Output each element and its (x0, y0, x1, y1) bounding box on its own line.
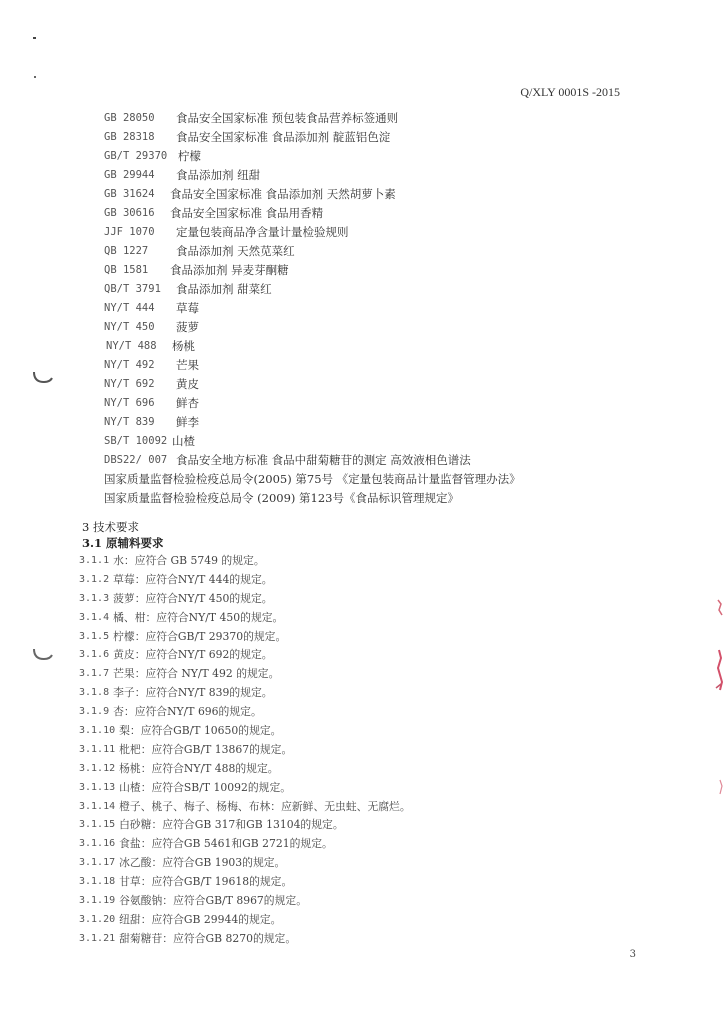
item-number: 3.1.19 (79, 895, 116, 907)
reference-row (104, 394, 684, 413)
reference-row (104, 147, 684, 166)
item-text: 甘草：应符合GB/T 19618的规定。 (119, 875, 293, 889)
reference-title: 食品添加剂 纽甜 (176, 168, 261, 182)
item-text: 白砂糖：应符合GB 317和GB 13104的规定。 (119, 818, 344, 832)
item-number: 3.1.13 (79, 781, 116, 793)
item-number: 3.1.3 (79, 592, 110, 604)
reference-row (104, 432, 684, 451)
item-number: 3.1.5 (79, 630, 110, 642)
reference-code: JJF 1070 (104, 226, 155, 238)
requirement-item (79, 552, 679, 571)
item-text: 草莓：应符合NY/T 444的规定。 (113, 572, 273, 586)
reference-code: SB/T 10092 (104, 435, 168, 447)
item-number: 3.1.7 (79, 668, 110, 680)
reference-row (104, 356, 684, 375)
raw-material-requirements-list (79, 552, 679, 949)
requirement-item (79, 779, 679, 798)
item-number: 3.1.6 (79, 649, 110, 661)
requirement-item (79, 703, 679, 722)
reference-row (104, 337, 684, 356)
reference-code: GB/T 29370 (104, 150, 168, 162)
requirement-item (79, 571, 679, 590)
requirement-item (79, 665, 679, 684)
reference-title: 芒果 (176, 358, 199, 372)
requirement-item (79, 590, 679, 609)
reference-title: 杨桃 (172, 339, 195, 353)
item-number: 3.1.11 (79, 743, 116, 755)
reference-row (104, 128, 684, 147)
reference-row (104, 109, 684, 128)
reference-row (104, 166, 684, 185)
reference-row (104, 261, 684, 280)
item-text: 甜菊糖苷：应符合GB 8270的规定。 (119, 931, 297, 945)
reference-title: 食品安全地方标准 食品中甜菊糖苷的测定 高效液相色谱法 (176, 453, 471, 467)
item-text: 水：应符合 GB 5749 的规定。 (113, 554, 265, 567)
reference-code: QB 1581 (104, 264, 149, 276)
reference-code: NY/T 450 (104, 321, 155, 333)
section-heading: 3 技术要求 (82, 520, 139, 534)
requirement-item (79, 628, 679, 647)
reference-title: 菠萝 (176, 320, 199, 334)
reference-row (104, 185, 684, 204)
item-text: 芒果：应符合 NY/T 492 的规定。 (113, 667, 280, 681)
reference-title: 鲜杏 (176, 396, 199, 410)
reference-code: NY/T 488 (106, 340, 157, 352)
item-number: 3.1.15 (79, 819, 116, 831)
reference-title: 食品添加剂 甜菜红 (176, 282, 272, 296)
page-number: 3 (629, 949, 636, 960)
reference-code: NY/T 492 (104, 359, 155, 371)
item-text: 黄皮：应符合NY/T 692的规定。 (113, 648, 273, 662)
item-text: 纽甜：应符合GB 29944的规定。 (119, 912, 282, 926)
item-number: 3.1.10 (79, 725, 116, 737)
item-text: 冰乙酸：应符合GB 1903的规定。 (119, 856, 286, 870)
reference-code: GB 30616 (104, 207, 155, 219)
regulation-title: 国家质量监督检验检疫总局令 (2009) 第123号《食品标识管理规定》 (104, 491, 459, 505)
reference-title: 食品安全国家标准 食品添加剂 靛蓝铝色淀 (176, 130, 391, 144)
reference-row (104, 242, 684, 261)
item-text: 食盐：应符合GB 5461和GB 2721的规定。 (119, 837, 333, 851)
item-number: 3.1.2 (79, 573, 110, 585)
regulation-row (104, 470, 684, 489)
item-number: 3.1.20 (79, 913, 116, 925)
requirement-item (79, 609, 679, 628)
item-number: 3.1.14 (79, 800, 116, 812)
item-number: 3.1.4 (79, 611, 110, 623)
reference-code: GB 29944 (104, 169, 155, 181)
item-text: 橘、柑：应符合NY/T 450的规定。 (113, 610, 284, 624)
item-number: 3.1.21 (79, 932, 116, 944)
item-number: 3.1.8 (79, 687, 110, 699)
requirement-item (79, 741, 679, 760)
reference-code: NY/T 692 (104, 378, 155, 390)
reference-code: DBS22/ 007 (104, 454, 168, 466)
regulation-title: 国家质量监督检验检疫总局令(2005) 第75号 《定量包装商品计量监督管理办法》 (104, 472, 521, 486)
reference-title: 食品安全国家标准 预包装食品营养标签通则 (176, 111, 399, 125)
reference-title: 食品添加剂 异麦芽酮糖 (170, 263, 289, 277)
binding-hole-mark-2 (30, 643, 54, 665)
requirement-item (79, 798, 679, 817)
reference-title: 食品安全国家标准 食品用香精 (170, 206, 324, 220)
item-text: 李子：应符合NY/T 839的规定。 (113, 686, 273, 700)
requirement-item (79, 816, 679, 835)
reference-row (104, 280, 684, 299)
requirement-item (79, 892, 679, 911)
reference-code: NY/T 839 (104, 416, 155, 428)
reference-title: 食品安全国家标准 食品添加剂 天然胡萝卜素 (170, 187, 396, 201)
reference-row (104, 204, 684, 223)
reference-code: GB 31624 (104, 188, 155, 200)
reference-code: NY/T 696 (104, 397, 155, 409)
requirement-item (79, 684, 679, 703)
reference-title: 柠檬 (178, 149, 201, 163)
seal-stamp-edge (710, 590, 724, 810)
reference-code: QB 1227 (104, 245, 149, 257)
requirement-item (79, 835, 679, 854)
reference-row (104, 413, 684, 432)
reference-code: GB 28318 (104, 131, 155, 143)
reference-title: 黄皮 (176, 377, 199, 391)
normative-references-list (104, 109, 684, 508)
item-number: 3.1.1 (79, 555, 110, 566)
reference-code: NY/T 444 (104, 302, 155, 314)
binding-hole-mark-1 (30, 366, 54, 388)
requirement-item (79, 873, 679, 892)
item-number: 3.1.18 (79, 876, 116, 888)
item-text: 杏：应符合NY/T 696的规定。 (113, 705, 262, 719)
reference-title: 定量包装商品净含量计量检验规则 (176, 225, 349, 239)
reference-title: 鲜李 (176, 415, 199, 429)
item-number: 3.1.16 (79, 838, 116, 850)
regulation-row (104, 489, 684, 508)
item-text: 杨桃：应符合NY/T 488的规定。 (119, 761, 279, 775)
requirement-item (79, 646, 679, 665)
requirement-item (79, 722, 679, 741)
reference-row (104, 299, 684, 318)
requirement-item (79, 760, 679, 779)
item-number: 3.1.17 (79, 857, 116, 869)
reference-row (104, 375, 684, 394)
item-text: 橙子、桃子、梅子、杨梅、布林：应新鲜、无虫蛀、无腐烂。 (119, 799, 411, 813)
item-text: 梨：应符合GB/T 10650的规定。 (119, 724, 282, 738)
item-text: 枇杷：应符合GB/T 13867的规定。 (119, 742, 293, 756)
reference-title: 食品添加剂 天然苋菜红 (176, 244, 295, 258)
item-number: 3.1.9 (79, 706, 110, 718)
reference-row (104, 318, 684, 337)
subsection-heading: 3.1 原辅料要求 (82, 536, 164, 550)
reference-row (104, 223, 684, 242)
requirement-item (79, 854, 679, 873)
item-text: 谷氨酸钠：应符合GB/T 8967的规定。 (119, 894, 307, 908)
item-number: 3.1.12 (79, 762, 116, 774)
requirement-item (79, 911, 679, 930)
reference-row (104, 451, 684, 470)
item-text: 菠萝：应符合NY/T 450的规定。 (113, 591, 273, 605)
requirement-item (79, 930, 679, 949)
item-text: 山楂：应符合SB/T 10092的规定。 (119, 780, 292, 794)
reference-code: QB/T 3791 (104, 283, 161, 295)
reference-code: GB 28050 (104, 112, 155, 124)
reference-title: 山楂 (172, 434, 195, 448)
raw-materials-subsection (82, 534, 682, 553)
document-code: Q/XLY 0001S -2015 (520, 85, 620, 99)
item-text: 柠檬：应符合GB/T 29370的规定。 (113, 629, 287, 643)
scan-speck-top-left (32, 36, 40, 80)
reference-title: 草莓 (176, 301, 199, 315)
